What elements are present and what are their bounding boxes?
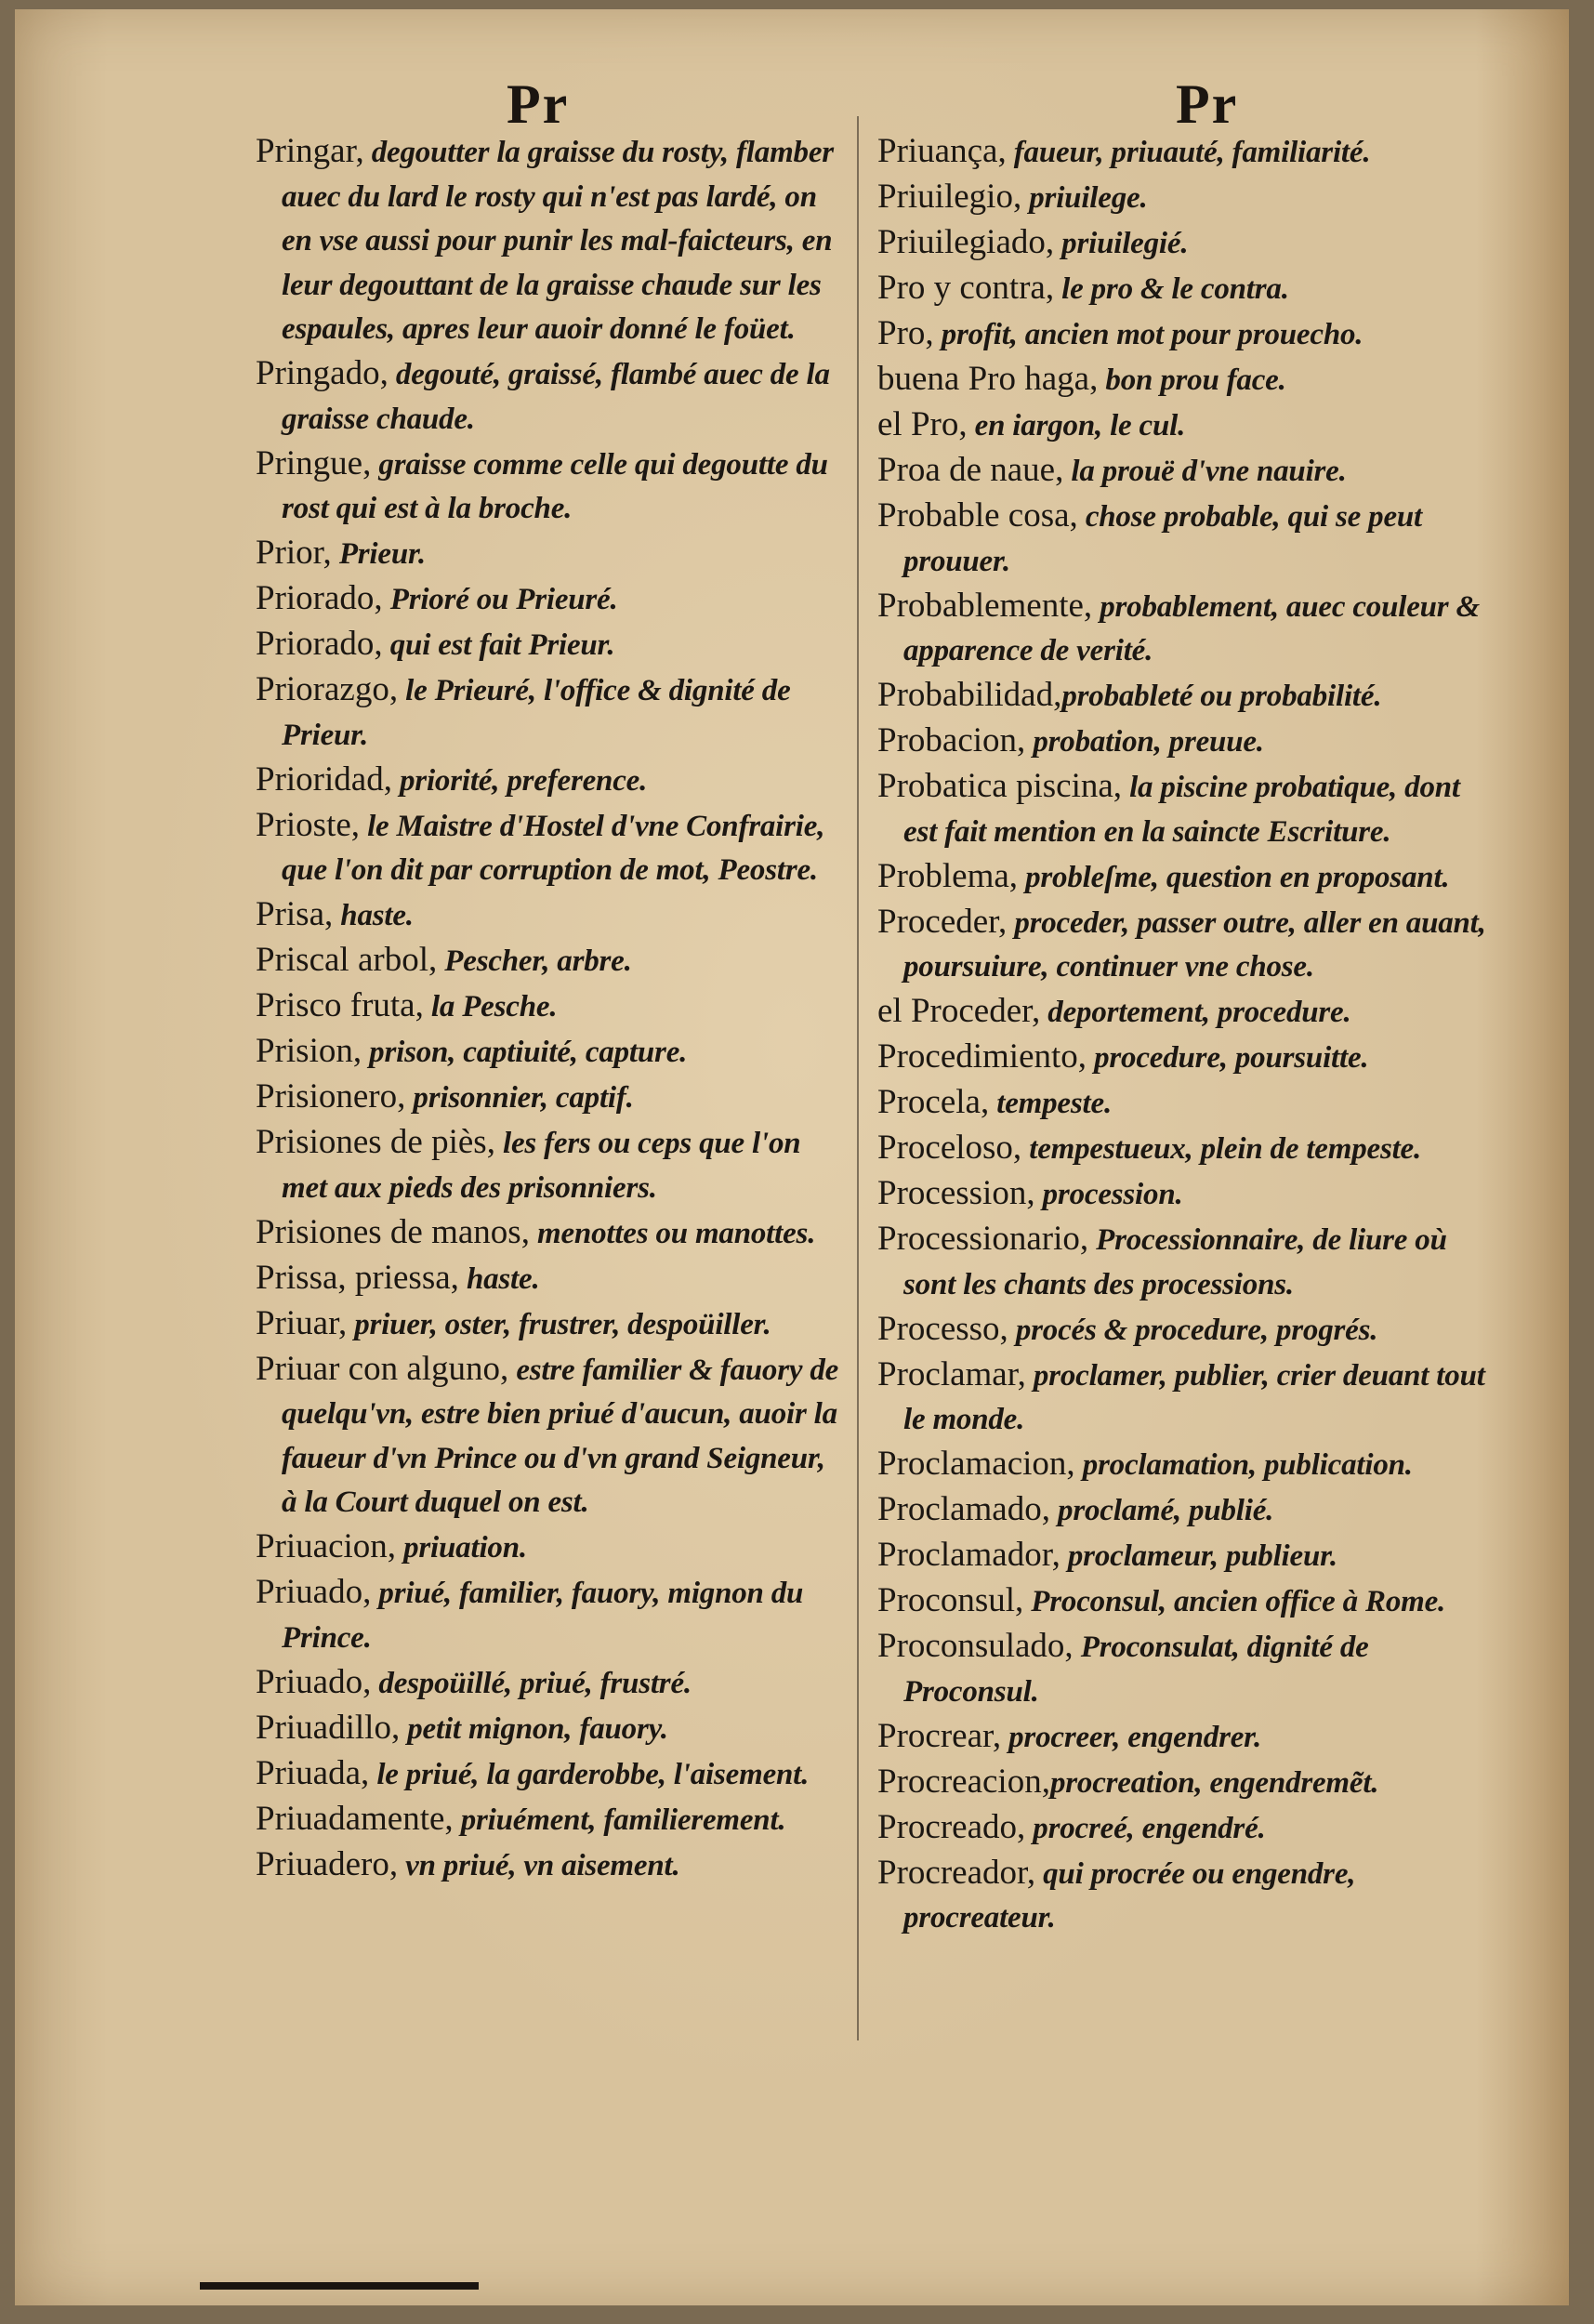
entry-headword: Prioste, [256, 805, 361, 844]
entry-headword: Proa de naue, [877, 451, 1064, 489]
entry-definition: bon prou face. [1098, 363, 1286, 397]
entry-definition: proclamé, publié. [1049, 1494, 1274, 1527]
entry-definition: la Pesche. [423, 990, 558, 1023]
entry-definition: graisse comme celle qui degoutte du rost qui est à la broche. [282, 447, 828, 525]
dictionary-entry [877, 1761, 1500, 1805]
page-header-right: Pr [1176, 73, 1239, 135]
entry-definition: priorité, preference. [391, 763, 648, 798]
entry-headword: Probable cosa, [877, 496, 1078, 535]
dictionary-entry [256, 1257, 846, 1301]
entry-headword: Prisiones de manos, [256, 1212, 530, 1251]
entry-headword: Priuadero, [256, 1844, 399, 1883]
dictionary-entry [256, 984, 846, 1029]
dictionary-entry [877, 176, 1500, 220]
entry-headword: Priuilegiado, [877, 223, 1055, 261]
dictionary-entry [256, 1661, 846, 1706]
entry-headword: Priorazgo, [256, 670, 399, 708]
entry-headword: Processionario, [877, 1220, 1089, 1258]
entry-definition: Prieur. [331, 537, 426, 571]
entry-definition: Proconsulat, dignité de Proconsul. [903, 1631, 1369, 1709]
column-divider [857, 116, 859, 2040]
dictionary-entry [877, 1625, 1500, 1713]
entry-headword: Priorado, [256, 625, 383, 663]
entry-headword: el Proceder, [877, 992, 1041, 1030]
dictionary-entry [877, 312, 1500, 357]
entry-definition: la piscine probatique, dont est fait mention en la saincte Escriture. [903, 771, 1460, 849]
dictionary-entry [877, 1488, 1500, 1533]
dictionary-entry [877, 1308, 1500, 1353]
entry-definition: procedure, poursuitte. [1087, 1041, 1369, 1075]
entry-definition: procreé, engendré. [1025, 1811, 1266, 1845]
entry-definition: tempeste. [989, 1087, 1112, 1120]
entry-headword: Prisa, [256, 895, 334, 933]
entry-definition: le priué, la garderobbe, l'aisement. [369, 1757, 810, 1791]
entry-headword: Priuar con alguno, [256, 1349, 509, 1388]
entry-headword: Priorado, [256, 579, 383, 617]
entry-definition: Proconsul, ancien office à Rome. [1023, 1585, 1446, 1618]
entry-definition: procession. [1034, 1178, 1183, 1211]
entry-definition: haste. [333, 899, 414, 932]
entry-headword: Prisco fruta, [256, 986, 424, 1024]
dictionary-entry [877, 1852, 1500, 1940]
dictionary-entry [877, 1172, 1500, 1217]
entry-headword: Priscal arbol, [256, 941, 438, 979]
dictionary-entry [877, 267, 1500, 311]
entry-headword: Probatica piscina, [877, 767, 1123, 805]
entry-headword: Pro y contra, [877, 269, 1055, 307]
entry-headword: Priuado, [256, 1662, 372, 1701]
dictionary-entry [877, 1036, 1500, 1080]
entry-headword: Priuado, [256, 1573, 372, 1611]
entry-definition: degouté, graissé, flambé auec de la graisse chaude. [282, 358, 830, 436]
dictionary-entry [877, 1127, 1500, 1171]
entry-definition: proceder, passer outre, aller en auant, poursuiure, continuer vne chose. [903, 905, 1486, 984]
dictionary-entry [877, 221, 1500, 266]
page-header-left: Pr [507, 73, 570, 135]
dictionary-entry [877, 585, 1500, 673]
dictionary-entry [877, 495, 1500, 583]
entry-definition: en iargon, le cul. [967, 409, 1186, 442]
dictionary-entry [256, 1076, 846, 1120]
entry-definition: chose probable, qui se peut prouuer. [903, 500, 1423, 578]
dictionary-entry [256, 1302, 846, 1347]
dictionary-entry [877, 403, 1500, 448]
dictionary-entry [877, 1443, 1500, 1487]
entry-headword: Pringar, [256, 132, 364, 170]
entry-definition: priuément, familierement. [453, 1802, 786, 1837]
dictionary-entry [256, 939, 846, 984]
bottom-rule [200, 2282, 479, 2290]
dictionary-entry [256, 804, 846, 892]
dictionary-entry [256, 1211, 846, 1256]
entry-definition: haste. [458, 1261, 540, 1296]
entry-definition: les fers ou ceps que l'on met aux pieds des prisonniers. [282, 1127, 801, 1205]
entry-definition: procés & procedure, progrés. [1008, 1313, 1378, 1347]
dictionary-entry [256, 1843, 846, 1888]
entry-headword: Procreador, [877, 1853, 1036, 1892]
dictionary-entry [877, 1353, 1500, 1442]
entry-headword: Processo, [877, 1309, 1008, 1348]
entry-headword: Procreado, [877, 1807, 1026, 1846]
entry-definition: menottes ou manottes. [529, 1216, 816, 1250]
entry-headword: Procession, [877, 1174, 1035, 1212]
entry-definition: probation, preuue. [1025, 725, 1264, 759]
entry-definition: proclameur, publieur. [1060, 1539, 1337, 1573]
dictionary-entry [877, 130, 1500, 175]
entry-definition: priuilege. [1021, 181, 1148, 215]
entry-definition: faueur, priuauté, familiarité. [1006, 136, 1371, 169]
left-column [256, 130, 846, 1889]
dictionary-entry [256, 577, 846, 622]
entry-definition: estre familier & fauory de quelqu'vn, estre bien priué d'aucun, auoir la faueur d'vn Prince ou d'vn grand Seigneur, à la Court duquel on est. [282, 1353, 839, 1519]
entry-definition: profit, ancien mot pour prouecho. [933, 318, 1363, 351]
entry-definition: deportement, procedure. [1040, 996, 1351, 1029]
entry-definition: priuer, oster, frustrer, despoüiller. [347, 1307, 771, 1341]
entry-headword: Proclamador, [877, 1536, 1060, 1574]
entry-definition: le pro & le contra. [1054, 272, 1289, 306]
entry-headword: Priuadillo, [256, 1708, 401, 1747]
entry-headword: Prisiones de piès, [256, 1123, 495, 1161]
entry-headword: Proconsulado, [877, 1627, 1074, 1665]
entry-headword: Proceloso, [877, 1129, 1022, 1167]
dictionary-entry [256, 1752, 846, 1797]
entry-definition: le Maistre d'Hostel d'vne Confrairie, que l'on dit par corruption de mot, Peostre. [282, 809, 825, 887]
dictionary-entry [256, 1798, 846, 1842]
entry-headword: Priuada, [256, 1753, 370, 1792]
dictionary-entry [877, 1081, 1500, 1126]
entry-definition: probableté ou probabilité. [1061, 680, 1382, 713]
dictionary-entry [877, 720, 1500, 764]
entry-headword: Priuar, [256, 1303, 348, 1342]
dictionary-entry [877, 358, 1500, 403]
entry-headword: Prision, [256, 1032, 362, 1070]
dictionary-entry [256, 130, 846, 351]
dictionary-entry [877, 1806, 1500, 1851]
entry-definition: proclamer, publier, crier deuant tout le monde. [903, 1358, 1485, 1436]
dictionary-entry [877, 901, 1500, 989]
entry-definition: procreation, engendremẽt. [1049, 1765, 1379, 1800]
entry-headword: Procedimiento, [877, 1037, 1087, 1076]
entry-definition: priuilegié. [1054, 227, 1189, 260]
entry-headword: Priuacion, [256, 1527, 397, 1565]
right-column [877, 130, 1500, 1941]
entry-definition: la prouë d'vne nauire. [1063, 455, 1347, 488]
entry-headword: Probabilidad, [877, 676, 1062, 714]
entry-definition: priué, familier, fauory, mignon du Prince. [282, 1577, 804, 1655]
dictionary-entry [877, 1715, 1500, 1760]
dictionary-entry [256, 1121, 846, 1209]
entry-definition: le Prieuré, l'office & dignité de Prieur. [282, 674, 791, 752]
entry-headword: Prioridad, [256, 759, 392, 799]
dictionary-entry [877, 990, 1500, 1035]
entry-definition: qui est fait Prieur. [382, 628, 615, 662]
dictionary-entry [877, 1534, 1500, 1578]
entry-headword: Pringue, [256, 443, 372, 482]
dictionary-entry [256, 1525, 846, 1570]
dictionary-entry [256, 623, 846, 667]
entry-headword: Procreacion, [877, 1762, 1050, 1801]
entry-headword: Prisionero, [256, 1077, 406, 1116]
dictionary-entry [256, 1571, 846, 1659]
dictionary-entry [256, 759, 846, 803]
dictionary-entry [256, 442, 846, 531]
dictionary-entry [877, 1579, 1500, 1624]
entry-headword: el Pro, [877, 405, 968, 443]
entry-definition: probleſme, question en proposant. [1018, 860, 1450, 894]
entry-definition: Processionnaire, de liure où sont les chants des processions. [903, 1223, 1447, 1301]
entry-headword: Pringado, [256, 354, 389, 392]
entry-headword: Prissa, priessa, [256, 1258, 459, 1297]
entry-headword: Proclamar, [877, 1354, 1026, 1393]
entry-definition: proclamation, publication. [1074, 1448, 1413, 1482]
dictionary-entry [256, 668, 846, 757]
entry-definition: degoutter la graisse du rosty, flamber auec du lard le rosty qui n'est pas lardé, on en vse aussi pour punir les mal-faicteurs, en leur degouttant de la graisse chaude sur les espaules, apres leur auoir donné le foüet. [282, 136, 834, 346]
entry-definition: despoüillé, priué, frustré. [371, 1666, 692, 1700]
entry-headword: Problema, [877, 856, 1019, 895]
dictionary-entry [256, 1707, 846, 1751]
entry-headword: Procrear, [877, 1716, 1002, 1755]
dictionary-entry [877, 674, 1500, 719]
dictionary-entry [256, 352, 846, 441]
entry-headword: Priuilegio, [877, 178, 1022, 216]
entry-definition: tempestueux, plein de tempeste. [1021, 1132, 1422, 1166]
entry-headword: Proclamacion, [877, 1445, 1075, 1483]
entry-headword: Pro, [877, 314, 934, 352]
entry-headword: Proclamado, [877, 1490, 1050, 1528]
dictionary-entry [877, 855, 1500, 900]
dictionary-entry [877, 449, 1500, 494]
dictionary-entry [256, 1348, 846, 1525]
entry-definition: probablement, auec couleur & apparence de verité. [903, 589, 1480, 667]
dictionary-entry [256, 532, 846, 576]
entry-definition: Prioré ou Prieuré. [382, 583, 618, 616]
entry-headword: Priuança, [877, 132, 1007, 170]
entry-headword: Procela, [877, 1083, 990, 1121]
entry-definition: Pescher, arbre. [437, 944, 632, 978]
entry-definition: vn priué, vn aisement. [398, 1848, 680, 1882]
entry-definition: priuation. [396, 1531, 527, 1565]
dictionary-entry [877, 1218, 1500, 1306]
entry-headword: buena Pro haga, [877, 360, 1099, 398]
entry-definition: qui procrée ou engendre, procreateur. [903, 1856, 1356, 1934]
entry-headword: Prior, [256, 534, 332, 572]
entry-headword: Probablemente, [877, 586, 1093, 625]
entry-headword: Proceder, [877, 902, 1008, 941]
entry-definition: prison, captiuité, capture. [362, 1036, 688, 1069]
entry-definition: petit mignon, fauory. [400, 1711, 668, 1746]
entry-headword: Probacion, [877, 721, 1026, 759]
entry-definition: procreer, engendrer. [1001, 1720, 1262, 1754]
entry-headword: Priuadamente, [256, 1799, 454, 1838]
entry-headword: Proconsul, [877, 1581, 1024, 1619]
dictionary-entry [877, 765, 1500, 853]
dictionary-entry [256, 1030, 846, 1075]
dictionary-entry [256, 893, 846, 938]
entry-definition: prisonnier, captif. [405, 1081, 634, 1115]
